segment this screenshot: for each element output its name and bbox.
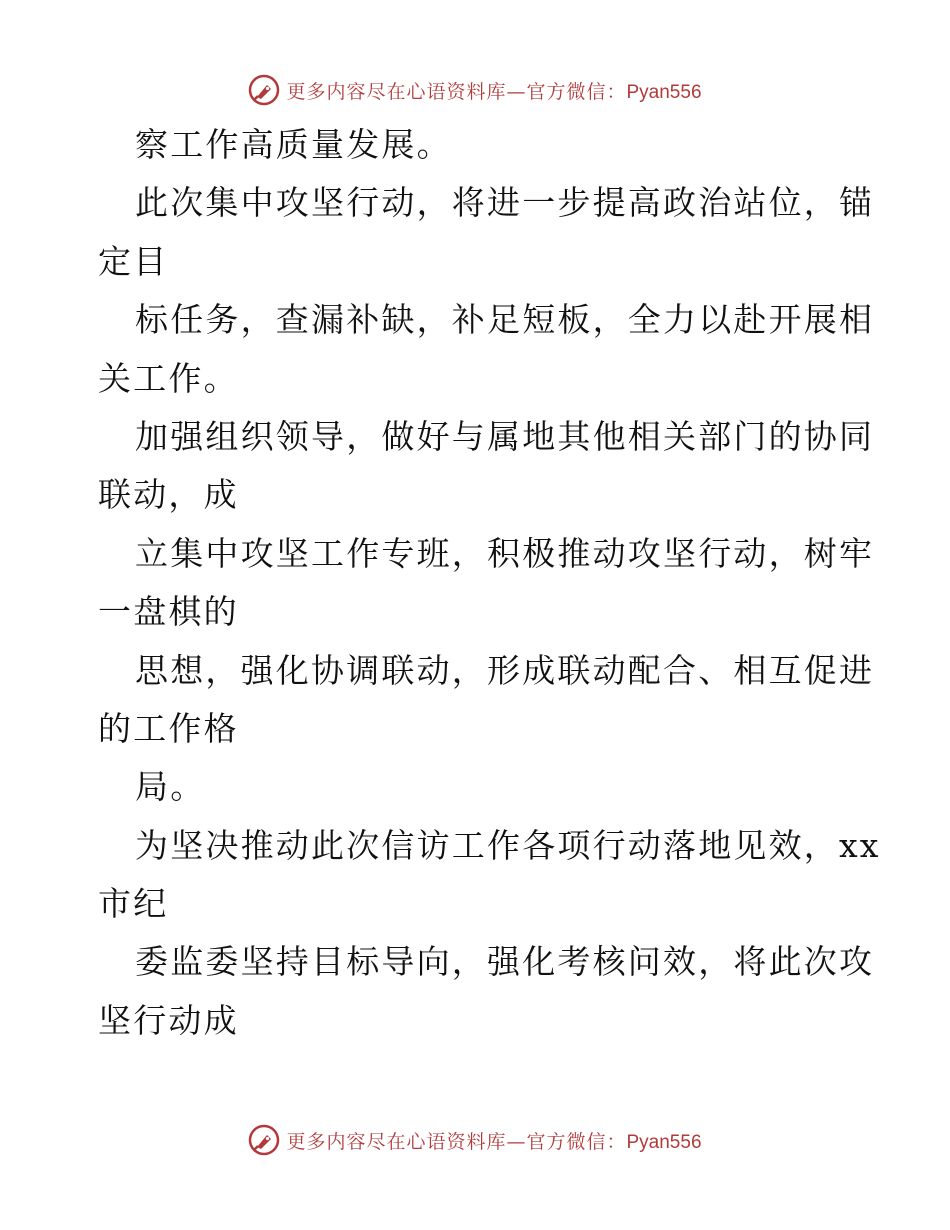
text-line: 察工作高质量发展。: [135, 125, 452, 164]
text-line: 联动，成: [98, 475, 239, 515]
text-line: 加强组织领导，做好与属地其他相关部门的协同: [135, 416, 875, 456]
text-line: 的工作格: [98, 708, 239, 748]
text-line: 坚行动成: [98, 1000, 239, 1040]
text-line: 此次集中攻坚行动，将进一步提高政治站位，锚: [135, 183, 875, 223]
text-line: 思想，强化协调联动，形成联动配合、相互促进: [135, 650, 875, 690]
header-watermark: [0, 70, 950, 110]
pen-nib-logo-icon: [248, 74, 280, 106]
watermark-text: 更多内容尽在心语资料库—官方微信：Pyan556: [286, 1130, 702, 1153]
text-line: 立集中攻坚工作专班，积极推动攻坚行动，树牢: [135, 533, 875, 573]
text-line: 定目: [98, 241, 169, 281]
text-line: 一盘棋的: [98, 592, 239, 632]
document-body: [98, 116, 881, 1050]
pen-nib-logo-icon: [248, 1124, 280, 1156]
text-line: 市纪: [98, 884, 169, 924]
text-line: 关工作。: [98, 358, 239, 398]
watermark-text: 更多内容尽在心语资料库—官方微信：Pyan556: [286, 80, 702, 103]
text-line: 标任务，查漏补缺，补足短板，全力以赴开展相: [135, 300, 875, 340]
text-line: 为坚决推动此次信访工作各项行动落地见效，xx: [135, 825, 881, 865]
text-line: 委监委坚持目标导向，强化考核问效，将此次攻: [135, 942, 875, 982]
footer-watermark: [0, 1120, 950, 1160]
text-line: 局。: [135, 767, 206, 807]
